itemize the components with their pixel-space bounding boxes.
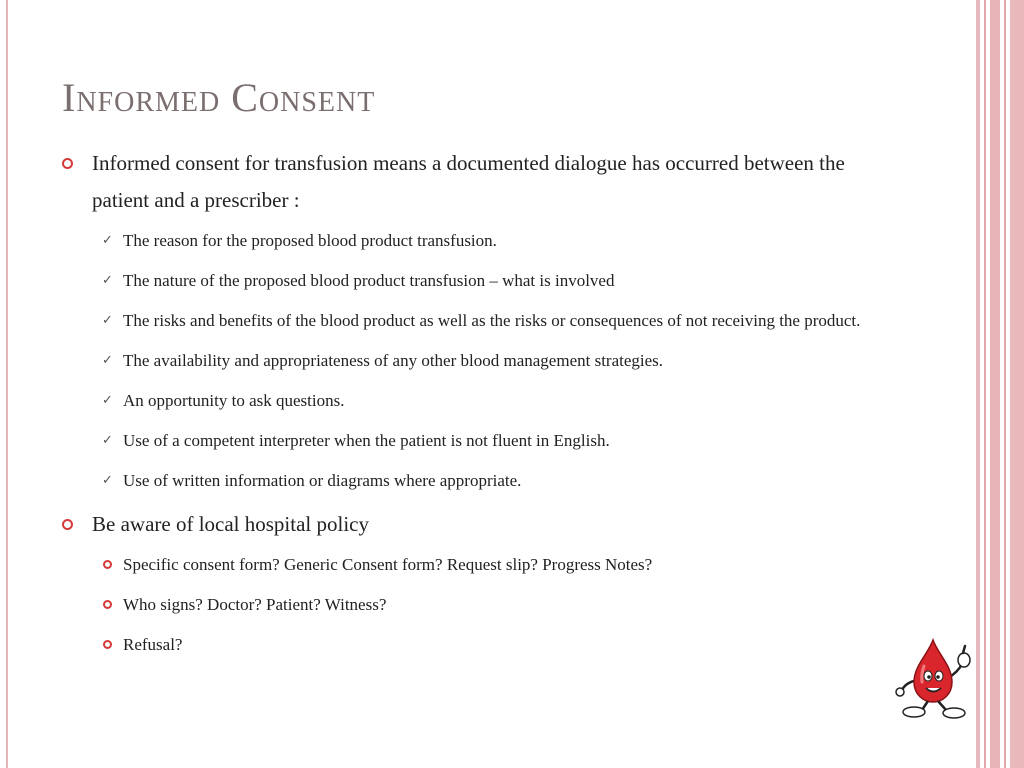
checkmark-icon: ✓ [102,473,113,488]
checklist-item [62,265,892,296]
hollow-circle-bullet-icon [103,640,112,649]
sub-bullet-item [62,589,892,620]
decorative-stripes [976,0,1024,768]
checkmark-icon: ✓ [102,273,113,288]
checklist-item [62,425,892,456]
sub-bullet-text: Refusal? [123,635,183,654]
checklist-text: The risks and benefits of the blood product as well as the risks or consequences of not receiving the product. [123,311,861,330]
checklist-item [62,385,892,416]
left-border-line [6,0,8,768]
sub-bullet-item [62,629,892,660]
checklist-item [62,465,892,496]
checklist-item [62,225,892,256]
checkmark-icon: ✓ [102,233,113,248]
checklist-item [62,345,892,376]
checklist-text: The nature of the proposed blood product transfusion – what is involved [123,271,615,290]
slide-title: Informed Consent [62,75,376,120]
blood-drop-mascot-icon [888,636,978,720]
sub-bullet-text: Specific consent form? Generic Consent form? Request slip? Progress Notes? [123,555,653,574]
bullet-informed-consent [62,145,892,219]
checkmark-icon: ✓ [102,313,113,328]
checklist-text: Use of written information or diagrams where appropriate. [123,471,522,490]
bullet-text: Informed consent for transfusion means a documented dialogue has occurred between the patient and a prescriber : [92,151,845,212]
checklist-item [62,305,892,336]
hollow-circle-bullet-icon [103,560,112,569]
sub-bullet-item [62,549,892,580]
checkmark-icon: ✓ [102,393,113,408]
hollow-circle-bullet-icon [62,519,73,530]
hollow-circle-bullet-icon [62,158,73,169]
sub-bullet-text: Who signs? Doctor? Patient? Witness? [123,595,387,614]
checklist-text: The availability and appropriateness of any other blood management strategies. [123,351,664,370]
hollow-circle-bullet-icon [103,600,112,609]
bullet-text: Be aware of local hospital policy [92,512,369,536]
checklist-text: The reason for the proposed blood product transfusion. [123,231,497,250]
slide-content [62,145,892,660]
checklist-text: An opportunity to ask questions. [123,391,345,410]
checklist-text: Use of a competent interpreter when the patient is not fluent in English. [123,431,610,450]
bullet-hospital-policy [62,506,892,543]
checkmark-icon: ✓ [102,433,113,448]
checkmark-icon: ✓ [102,353,113,368]
